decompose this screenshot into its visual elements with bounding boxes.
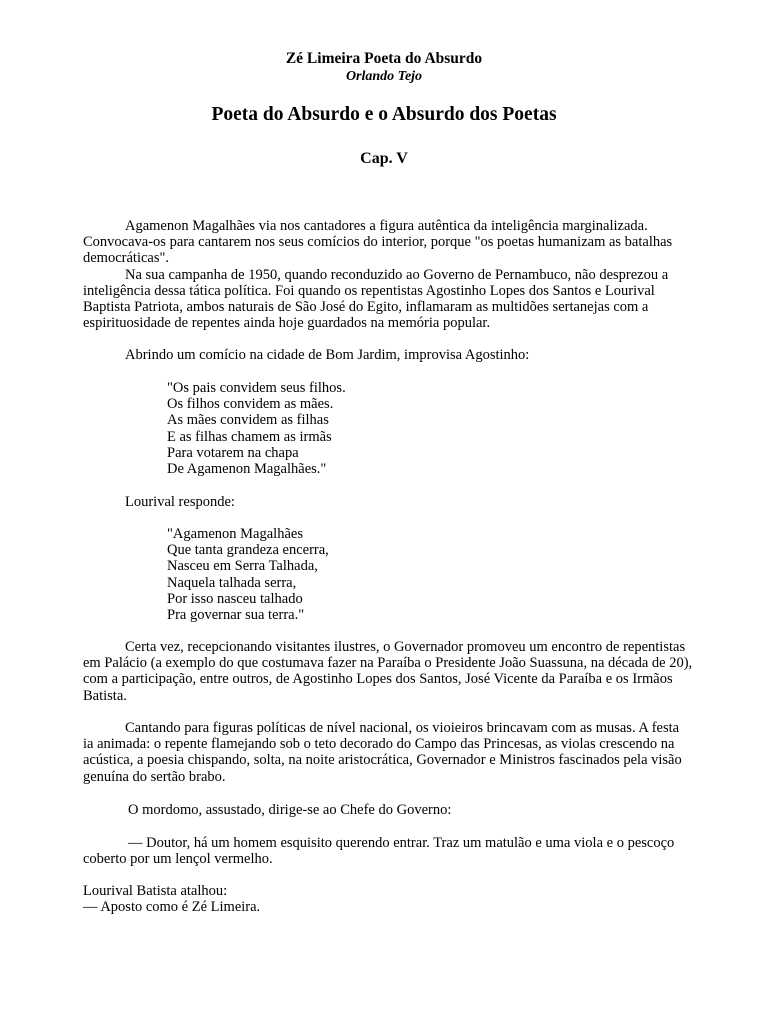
verse-line: Nasceu em Serra Talhada, <box>167 558 318 575</box>
paragraph-2 <box>83 267 703 332</box>
verse-line: Pra governar sua terra." <box>167 607 305 624</box>
verse-line: "Os pais convidem seus filhos. <box>167 380 346 396</box>
verse-line: Por isso nasceu talhado <box>167 590 303 607</box>
paragraph-3 <box>83 347 703 363</box>
text-line: democráticas". <box>83 250 170 267</box>
paragraph-1 <box>83 218 703 267</box>
text-line: — Doutor, há um homem esquisito querendo entrar. Traz um matulão e uma viola e o pescoço <box>128 835 675 851</box>
text-line: com a participação, entre outros, de Agostinho Lopes dos Santos, José Vicente da Paraíba e os Irmãos <box>83 671 673 688</box>
verse-line: As mães convidem as filhas <box>167 412 329 429</box>
text-line: Certa vez, recepcionando visitantes ilustres, o Governador promoveu um encontro de repentistas <box>125 639 686 655</box>
verse-1 <box>167 380 346 477</box>
text-line: Na sua campanha de 1950, quando reconduzido ao Governo de Pernambuco, não desprezou a <box>125 266 669 283</box>
text-line: em Palácio (a exemplo do que costumava fazer na Paraíba o Presidente João Suassuna, na década de 20), <box>83 655 693 672</box>
paragraph-7 <box>83 802 703 818</box>
verse-line: Que tanta grandeza encerra, <box>167 542 329 559</box>
verse-line: Os filhos convidem as mães. <box>167 396 334 413</box>
text-line: O mordomo, assustado, dirige-se ao Chefe do Governo: <box>128 802 452 818</box>
text-line: Abrindo um comício na cidade de Bom Jardim, improvisa Agostinho: <box>125 347 530 363</box>
verse-line: Naquela talhada serra, <box>167 574 297 591</box>
paragraph-9 <box>83 883 703 915</box>
text-line: acústica, a poesia chispando, solta, na noite aristocrática, Governador e Ministros fascinados pela visão <box>83 752 682 769</box>
paragraph-6 <box>83 720 703 785</box>
text-line: Batista. <box>83 687 127 704</box>
verse-line: De Agamenon Magalhães." <box>167 461 327 478</box>
text-line: Lourival Batista atalhou: <box>83 883 228 899</box>
text-line: Baptista Patriota, ambos naturais de São José do Egito, inflamaram as multidões sertanejas com a <box>83 299 649 315</box>
paragraph-5 <box>83 639 703 704</box>
text-line: Agamenon Magalhães via nos cantadores a figura autêntica da inteligência marginalizada. <box>125 218 648 234</box>
text-line: coberto por um lençol vermelho. <box>83 851 273 868</box>
chapter-number: Cap. V <box>360 150 408 167</box>
text-line: Convocava-os para cantarem nos seus comícios do interior, porque "os poetas humanizam as batalhas <box>83 234 673 251</box>
chapter-title: Poeta do Absurdo e o Absurdo dos Poetas <box>211 104 557 125</box>
verse-2 <box>167 526 329 623</box>
text-line: Lourival responde: <box>125 494 235 510</box>
book-title: Zé Limeira Poeta do Absurdo <box>285 50 483 67</box>
text-line: Cantando para figuras políticas de nível nacional, os vioieiros brincavam com as musas. A festa <box>125 720 680 736</box>
author-name: Orlando Tejo <box>345 69 423 84</box>
text-line: inteligência dessa tática política. Foi quando os repentistas Agostinho Lopes dos Santos e Lourival <box>83 282 655 299</box>
text-line: espirituosidade de repentes ainda hoje guardados na memória popular. <box>83 315 491 332</box>
verse-line: "Agamenon Magalhães <box>167 526 303 542</box>
text-line: genuína do sertão brabo. <box>83 768 226 785</box>
text-line: — Aposto como é Zé Limeira. <box>83 899 261 916</box>
text-line: ia animada: o repente flamejando sob o teto decorado do Campo das Princesas, as violas crescendo na <box>83 736 675 753</box>
verse-line: Para votarem na chapa <box>167 444 299 461</box>
paragraph-8 <box>83 835 703 867</box>
paragraph-4 <box>83 494 703 510</box>
verse-line: E as filhas chamem as irmãs <box>167 428 332 445</box>
